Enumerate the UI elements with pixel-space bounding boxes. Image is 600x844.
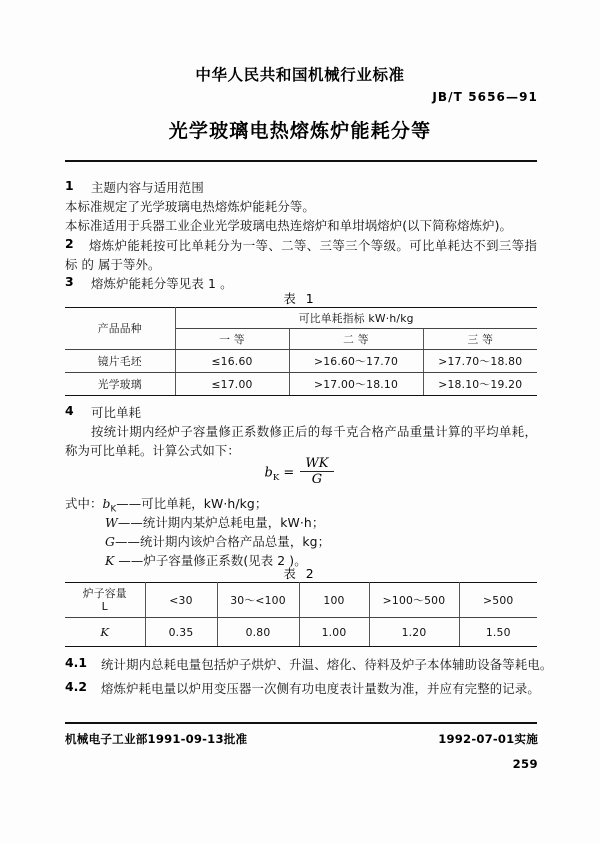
formula-numerator: WK — [300, 457, 333, 472]
clause-1-paragraph-1: 本标准规定了光学玻璃电热熔炼炉能耗分等。 — [65, 199, 315, 214]
approval-statement: 机械电子工业部1991-09-13批准 — [65, 732, 248, 746]
clause-3-text: 熔炼炉能耗分等见表 1 。 — [91, 276, 233, 291]
table-1-header-grade-2: 二 等 — [289, 329, 423, 350]
implementation-date: 1992-07-01实施 — [438, 732, 538, 746]
list-item — [105, 513, 324, 532]
where-item-1-dash: —— — [117, 515, 143, 530]
clause-4-1-number: 4.1 — [65, 655, 87, 670]
table-2-capacity-label-line2: L — [101, 600, 108, 613]
table-2-capacity-4: >500 — [459, 583, 537, 618]
table-2-caption: 表 2 — [283, 566, 317, 581]
table-2-k-4: 1.50 — [459, 618, 537, 647]
where-item-2-symbol: G — [105, 534, 115, 549]
where-item-0-symbol: b — [102, 496, 111, 511]
clause-1-paragraph-2: 本标准适用于兵器工业企业光学玻璃电热连熔炉和单坩埚熔炉(以下简称熔炼炉)。 — [65, 218, 513, 233]
table-2-capacity-label-line1: 炉子容量 — [82, 587, 127, 600]
formula-denominator: G — [311, 472, 323, 487]
table-2-row-label-capacity — [65, 583, 145, 618]
clause-4-1-text: 统计期内总耗电量包括炉子烘炉、升温、熔化、待料及炉子本体辅助设备等耗电。 — [101, 657, 553, 672]
where-item-2-desc: 统计期内该炉合格产品总量，kg； — [139, 534, 331, 549]
footer-divider — [65, 722, 537, 724]
table-2-header-row — [65, 583, 537, 618]
page-number: 259 — [512, 757, 538, 771]
clause-1-number: 1 — [65, 178, 74, 193]
table-row — [65, 618, 537, 647]
table-1-r1-grade-1: ≤16.60 — [175, 350, 289, 373]
where-item-3-symbol: K — [105, 553, 115, 568]
table-2-k-0: 0.35 — [145, 618, 217, 647]
where-item-1-symbol: W — [105, 515, 118, 530]
table-1-r1-grade-2: >16.60～17.70 — [289, 350, 423, 373]
table-2-k-1: 0.80 — [217, 618, 299, 647]
table-1-header-product: 产品品种 — [65, 308, 175, 350]
clause-4-2-text: 熔炼炉耗电量以炉用变压器一次侧有功电度表计量数为准，并应有完整的记录。 — [101, 681, 540, 696]
where-item-0-desc: 可比单耗，kW·h/kg； — [141, 496, 268, 511]
where-item-0-dash: —— — [116, 496, 142, 511]
clause-4-heading: 可比单耗 — [91, 405, 142, 420]
formula-lhs: b — [264, 465, 273, 481]
table-2-k-2: 1.00 — [299, 618, 369, 647]
clause-2-text: 熔炼炉能耗按可比单耗分为一等、二等、三等三个等级。可比单耗达不到三等指标 的 属于等外。 — [65, 238, 537, 273]
formula-lhs-subscript: K — [272, 473, 280, 484]
table-1-r2-grade-2: >17.00～18.10 — [289, 373, 423, 396]
table-1 — [65, 307, 537, 396]
formula-fraction — [300, 457, 333, 487]
clause-3-number: 3 — [65, 274, 74, 289]
where-label: 式中： — [65, 496, 103, 511]
table-2-row-label-k: K — [65, 618, 145, 647]
table-1-r2-grade-1: ≤17.00 — [175, 373, 289, 396]
table-1-r1-grade-3: >17.70～18.80 — [423, 350, 537, 373]
clause-4-paragraph-1: 按统计期内经炉子容量修正系数修正后的每千克合格产品重量计算的平均单耗，称为可比单耗。计算公式如下： — [65, 424, 537, 459]
table-1-r2-product: 光学玻璃 — [65, 373, 175, 396]
table-2-capacity-0: <30 — [145, 583, 217, 618]
standard-body-name: 中华人民共和国机械行业标准 — [195, 66, 405, 84]
table-1-header-row-1 — [65, 308, 537, 329]
clause-1-heading: 主题内容与适用范围 — [91, 180, 204, 195]
clause-4-number: 4 — [65, 403, 74, 418]
where-item-2-dash: —— — [115, 534, 140, 549]
table-1-header-grade-3: 三 等 — [423, 329, 537, 350]
clause-2-number: 2 — [65, 236, 74, 251]
table-1-caption: 表 1 — [283, 291, 317, 306]
table-row — [65, 373, 537, 396]
where-item-3-desc: 炉子容量修正系数(见表 2 )。 — [143, 553, 307, 568]
table-row — [65, 350, 537, 373]
page-title: 光学玻璃电热熔炼炉能耗分等 — [168, 120, 432, 142]
table-2-capacity-1: 30～<100 — [217, 583, 299, 618]
where-item-0-subscript: K — [110, 504, 117, 515]
table-1-r2-grade-3: >18.10～19.20 — [423, 373, 537, 396]
where-item-1-desc: 统计期内某炉总耗电量，kW·h； — [142, 515, 325, 530]
table-2-capacity-2: 100 — [299, 583, 369, 618]
clause-4-2-number: 4.2 — [65, 679, 87, 694]
table-2 — [65, 582, 537, 647]
table-1-r1-product: 镜片毛坯 — [65, 350, 175, 373]
formula-equals: = — [283, 465, 295, 481]
list-item — [105, 532, 330, 551]
where-item-3-dash: —— — [118, 553, 144, 568]
table-2-k-3: 1.20 — [369, 618, 459, 647]
table-2-capacity-3: >100～500 — [369, 583, 459, 618]
formula-comparable-unit-consumption — [0, 458, 600, 488]
table-1-header-span: 可比单耗指标 kW·h/kg — [175, 308, 537, 329]
standard-number: JB/T 5656—91 — [432, 90, 538, 104]
table-1-header-grade-1: 一 等 — [175, 329, 289, 350]
header-divider — [65, 160, 537, 162]
